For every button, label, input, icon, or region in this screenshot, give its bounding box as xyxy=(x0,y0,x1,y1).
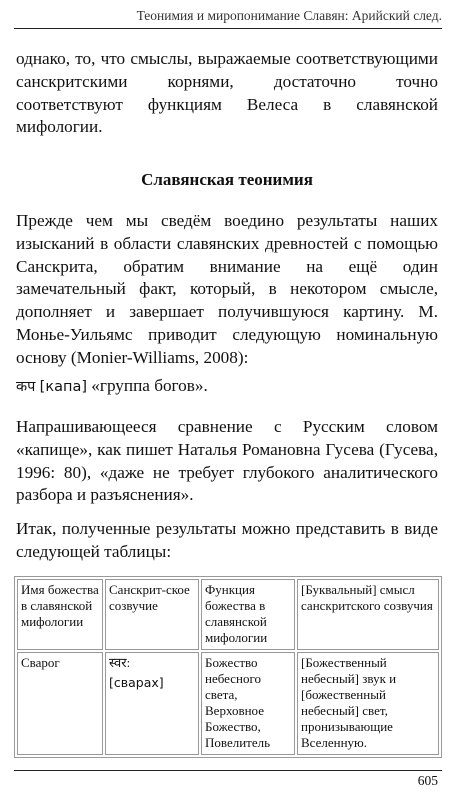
table-header-cell: [Буквальный] смысл санскритского созвучия xyxy=(297,579,439,650)
paragraph-summary: Итак, полученные результаты можно представить в виде следующей таблицы: xyxy=(16,519,438,561)
table-cell-name: Сварог xyxy=(17,652,103,755)
sanskrit-word: स्वर: xyxy=(109,655,131,670)
paragraph-intro: Прежде чем мы сведём воедино результаты наших изысканий в области славянских древностей с помощью Санскрита, обратим внимание на ещё один замечательный факт, который, в некотором смысле, дополняет и завершает получившуюся картину. М. Монье-Уильямс приводит следующую номинальную основу (Monier-Williams, 2008): xyxy=(16,211,438,367)
footer-rule xyxy=(14,770,442,771)
paragraph-comparison: Напрашивающееся сравнение с Русским словом «капище», как пишет Наталья Романовна Гусева (Гусева, 1996: 80), «даже не требует глубокого аналитического разбора и разъяснения». xyxy=(16,417,438,505)
table-header-cell: Функция божества в славянской мифологии xyxy=(201,579,295,650)
page-number: 605 xyxy=(417,773,438,788)
paragraph-kapa xyxy=(16,375,438,399)
gloss-text: «группа богов». xyxy=(87,376,208,395)
table-header-cell: Имя божества в славянской мифологии xyxy=(17,579,103,650)
paragraph-continuation: однако, то, что смыслы, выражаемые соответствующими санскритскими корнями, достаточно точно соответствуют функциям Велеса в славянской мифологии. xyxy=(16,49,438,137)
table-cell-sanskrit xyxy=(105,652,199,755)
transliteration: [сварах] xyxy=(109,675,164,690)
transliteration: [капа] xyxy=(39,379,87,395)
sanskrit-word: कप xyxy=(16,379,36,395)
theonym-table xyxy=(14,576,442,758)
running-header: Теонимия и миропонимание Славян: Арийский след. xyxy=(14,8,442,29)
table-cell-meaning: [Божественный небесный] звук и [божественный небесный] свет, пронизывающие Вселенную. xyxy=(297,652,439,755)
table-row xyxy=(17,652,439,755)
section-title: Славянская теонимия xyxy=(141,170,313,189)
table-header-cell: Санскрит-ское созвучие xyxy=(105,579,199,650)
table-cell-function: Божество небесного света, Верховное Божество, Повелитель xyxy=(201,652,295,755)
table-header-row xyxy=(17,579,439,650)
